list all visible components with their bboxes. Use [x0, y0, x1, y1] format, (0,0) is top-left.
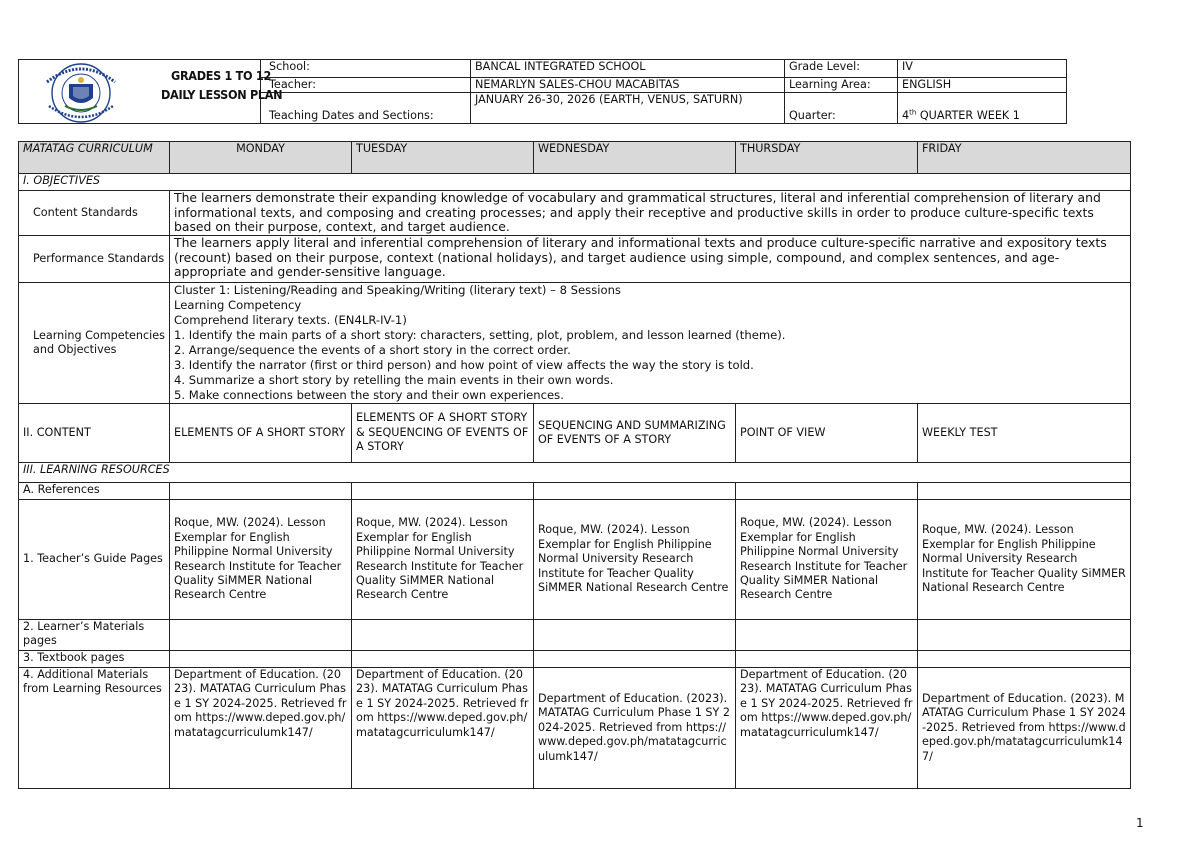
teachers-guide-wednesday: Roque, MW. (2024). Lesson Exemplar for English Philippine Normal University Research Institute for Teacher Quality SiMMER National Research Centre [534, 500, 736, 620]
curriculum-header: MATATAG CURRICULUM [19, 142, 170, 174]
references-row [19, 483, 1131, 500]
textbook-thursday [736, 651, 918, 668]
quarter-label: Quarter: [785, 93, 898, 124]
teacher-label: Teacher: [261, 78, 471, 93]
friday-header: FRIDAY [918, 142, 1131, 174]
competency-line: Cluster 1: Listening/Reading and Speaking/Writing (literary text) – 8 Sessions [174, 283, 621, 297]
references-friday [918, 483, 1131, 500]
learning-area-value: ENGLISH [898, 78, 1067, 93]
header-table [18, 59, 1067, 124]
references-label: A. References [19, 483, 170, 500]
school-value: BANCAL INTEGRATED SCHOOL [471, 60, 785, 78]
references-wednesday [534, 483, 736, 500]
school-label: School: [261, 60, 471, 78]
teacher-value: NEMARLYN SALES-CHOU MACABITAS [471, 78, 785, 93]
teachers-guide-monday: Roque, MW. (2024). Lesson Exemplar for English Philippine Normal University Research Institute for Teacher Quality SiMMER National Research Centre [170, 500, 352, 620]
competency-line: 1. Identify the main parts of a short story: characters, setting, plot, problem, and lesson learned (theme). [174, 328, 786, 342]
day-header-row [19, 142, 1131, 174]
competencies-row [19, 283, 1131, 404]
references-tuesday [352, 483, 534, 500]
additional-materials-row [19, 668, 1131, 789]
wednesday-header: WEDNESDAY [534, 142, 736, 174]
quarter-number: 4 [902, 109, 910, 122]
learners-materials-row [19, 620, 1131, 651]
teachers-guide-row [19, 500, 1131, 620]
learners-materials-tuesday [352, 620, 534, 651]
content-wednesday: SEQUENCING AND SUMMARIZING OF EVENTS OF A STORY [534, 404, 736, 463]
lesson-plan-table [18, 141, 1131, 789]
content-friday: WEEKLY TEST [918, 404, 1131, 463]
competency-line: Comprehend literary texts. (EN4LR-IV-1) [174, 313, 407, 327]
competencies-label: Learning Competencies and Objectives [19, 283, 170, 404]
performance-standards-row [19, 236, 1131, 283]
content-monday: ELEMENTS OF A SHORT STORY [170, 404, 352, 463]
thursday-header: THURSDAY [736, 142, 918, 174]
learners-materials-friday [918, 620, 1131, 651]
document-title [161, 66, 281, 104]
competency-line: 2. Arrange/sequence the events of a short story in the correct order. [174, 343, 571, 357]
content-thursday: POINT OF VIEW [736, 404, 918, 463]
learners-materials-thursday [736, 620, 918, 651]
learners-materials-monday [170, 620, 352, 651]
tuesday-header: TUESDAY [352, 142, 534, 174]
content-label: II. CONTENT [19, 404, 170, 463]
title-line-1: GRADES 1 TO 12 [171, 68, 271, 83]
teachers-guide-label: 1. Teacher’s Guide Pages [19, 500, 170, 620]
competency-line: 4. Summarize a short story by retelling the main events in their own words. [174, 373, 614, 387]
quarter-suffix: th [909, 108, 917, 117]
additional-materials-thursday: Department of Education. (2023). MATATAG Curriculum Phase 1 SY 2024-2025. Retrieved from https://www.deped.gov.ph/matatagcurriculumk147/ [736, 668, 918, 789]
teachers-guide-tuesday: Roque, MW. (2024). Lesson Exemplar for English Philippine Normal University Research Institute for Teacher Quality SiMMER National Research Centre [352, 500, 534, 620]
textbook-row [19, 651, 1131, 668]
logo-cell [19, 60, 283, 124]
content-tuesday: ELEMENTS OF A SHORT STORY & SEQUENCING OF EVENTS OF A STORY [352, 404, 534, 463]
textbook-monday [170, 651, 352, 668]
teaching-dates-value: JANUARY 26-30, 2026 (EARTH, VENUS, SATURN) [471, 93, 785, 124]
objectives-section-heading: I. OBJECTIVES [19, 174, 1131, 191]
teachers-guide-friday: Roque, MW. (2024). Lesson Exemplar for English Philippine Normal University Research Institute for Teacher Quality SiMMER National Research Centre [918, 500, 1131, 620]
textbook-wednesday [534, 651, 736, 668]
teachers-guide-thursday: Roque, MW. (2024). Lesson Exemplar for English Philippine Normal University Research Institute for Teacher Quality SiMMER National Research Centre [736, 500, 918, 620]
competency-line: Learning Competency [174, 298, 302, 312]
references-thursday [736, 483, 918, 500]
competencies-text [170, 283, 1131, 404]
additional-materials-monday: Department of Education. (2023). MATATAG Curriculum Phase 1 SY 2024-2025. Retrieved from https://www.deped.gov.ph/matatagcurriculumk147/ [170, 668, 352, 789]
quarter-value [898, 93, 1067, 124]
resources-section-heading: III. LEARNING RESOURCES [19, 463, 1131, 483]
additional-materials-friday: Department of Education. (2023). MATATAG Curriculum Phase 1 SY 2024-2025. Retrieved from https://www.deped.gov.ph/matatagcurriculumk147/ [918, 668, 1131, 789]
content-standards-row [19, 191, 1131, 236]
additional-materials-label: 4. Additional Materials from Learning Resources [19, 668, 170, 789]
quarter-text: QUARTER WEEK 1 [916, 109, 1020, 122]
performance-standards-label: Performance Standards [19, 236, 170, 283]
grade-level-label: Grade Level: [785, 60, 898, 78]
textbook-label: 3. Textbook pages [19, 651, 170, 668]
learners-materials-label: 2. Learner’s Materials pages [19, 620, 170, 651]
deped-seal-icon [25, 62, 137, 124]
learning-area-label: Learning Area: [785, 78, 898, 93]
teaching-dates-label: Teaching Dates and Sections: [261, 93, 471, 124]
content-row [19, 404, 1131, 463]
references-monday [170, 483, 352, 500]
textbook-tuesday [352, 651, 534, 668]
page-number: 1 [1136, 816, 1144, 830]
grade-level-value: IV [898, 60, 1067, 78]
monday-header: MONDAY [170, 142, 352, 174]
competency-line: 3. Identify the narrator (first or third person) and how point of view affects the way the story is told. [174, 358, 754, 372]
textbook-friday [918, 651, 1131, 668]
competency-line: 5. Make connections between the story and their own experiences. [174, 388, 564, 402]
content-standards-label: Content Standards [19, 191, 170, 236]
content-standards-text: The learners demonstrate their expanding knowledge of vocabulary and grammatical structures, literal and inferential comprehension of literary and informational texts, and composing and creating processes; and apply their receptive and productive skills in order to produce culture-specific texts based on their purpose, context, and target audience. [170, 191, 1131, 236]
additional-materials-tuesday: Department of Education. (2023). MATATAG Curriculum Phase 1 SY 2024-2025. Retrieved from https://www.deped.gov.ph/matatagcurriculumk147/ [352, 668, 534, 789]
additional-materials-wednesday: Department of Education. (2023). MATATAG Curriculum Phase 1 SY 2024-2025. Retrieved from https://www.deped.gov.ph/matatagcurriculumk147/ [534, 668, 736, 789]
performance-standards-text: The learners apply literal and inferential comprehension of literary and informational texts and produce culture-specific narrative and expository texts (recount) based on their purpose, context (national holidays), and target audience using simple, compound, and complex sentences, and age-appropriate and gender-sensitive language. [170, 236, 1131, 283]
learners-materials-wednesday [534, 620, 736, 651]
title-line-2: DAILY LESSON PLAN [161, 87, 283, 102]
